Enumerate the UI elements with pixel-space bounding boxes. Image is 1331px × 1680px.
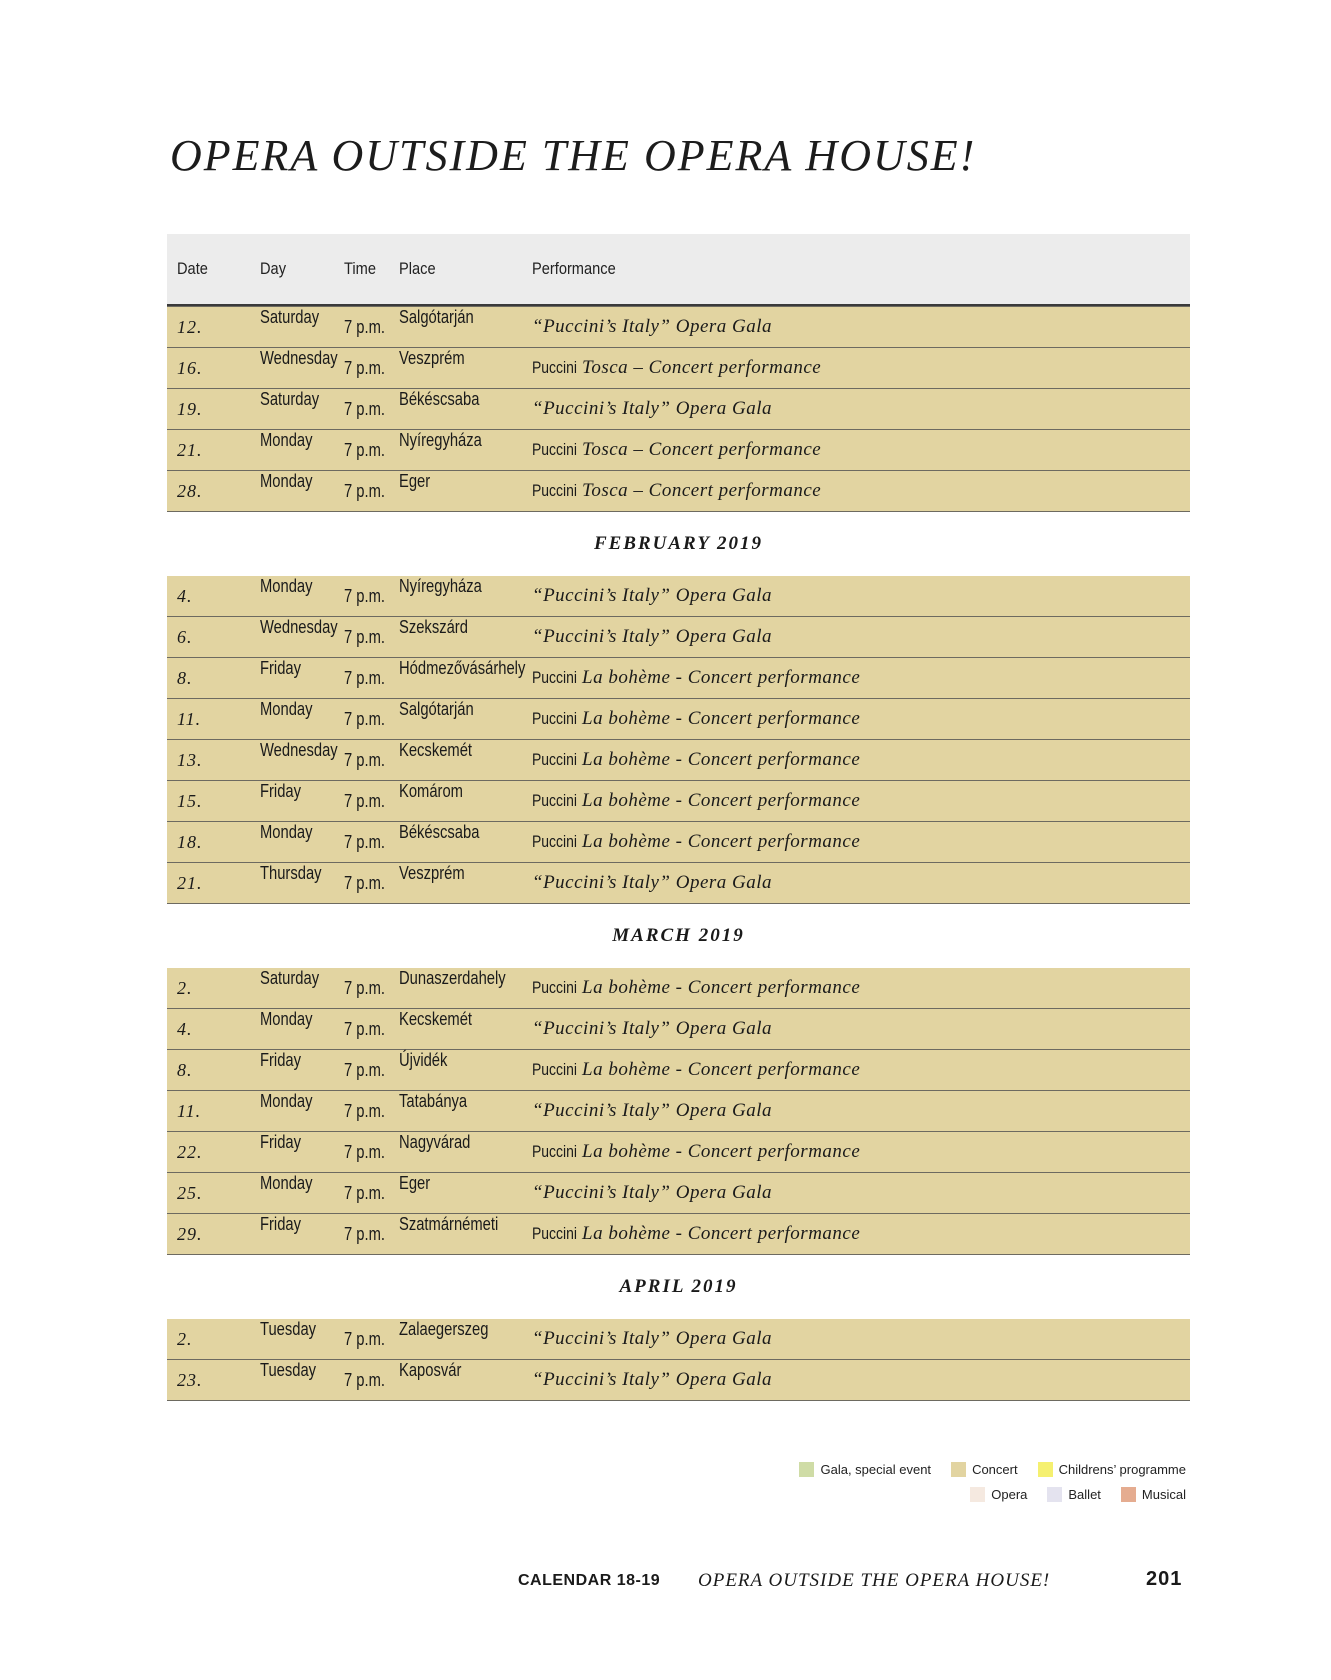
legend [766,1462,1186,1512]
row-day: Monday [260,430,313,450]
row-time-text: 7 p.m. [344,626,386,647]
table-row [167,1214,1190,1255]
row-day: Tuesday [260,1319,317,1339]
row-place: Tatabánya [399,1091,468,1111]
row-time-text: 7 p.m. [344,977,386,998]
header-performance: Performance [532,259,616,278]
row-day: Thursday [260,863,322,883]
row-performance-title: La bohème - Concert performance [582,1059,861,1080]
row-date: 11. [177,708,202,729]
row-time-text: 7 p.m. [344,1328,386,1349]
table-row [167,430,1190,471]
legend-swatch [951,1462,966,1477]
row-place: Kecskemét [399,740,473,760]
row-day: Saturday [260,389,320,409]
row-day: Wednesday [260,348,338,368]
row-time-text: 7 p.m. [344,667,386,688]
table-row [167,471,1190,512]
legend-label: Opera [991,1487,1028,1502]
row-time [344,699,394,739]
row-date: 29. [177,1223,203,1244]
row-place: Zalaegerszeg [399,1319,489,1339]
table-row [167,968,1190,1009]
table-row [167,306,1190,348]
row-time-text: 7 p.m. [344,708,386,729]
row-time [344,1009,394,1049]
row-date: 2. [177,977,193,998]
row-performance [532,389,772,429]
row-place: Újvidék [399,1050,448,1070]
row-performance [532,1091,772,1131]
row-date: 21. [177,439,203,460]
row-time [344,1132,394,1172]
row-time-text: 7 p.m. [344,480,386,501]
legend-swatch [1038,1462,1053,1477]
table-row [167,740,1190,781]
row-time-text: 7 p.m. [344,357,386,378]
row-performance [532,968,860,1008]
row-day: Monday [260,822,313,842]
row-place: Eger [399,471,431,491]
row-place: Kecskemét [399,1009,473,1029]
legend-label: Ballet [1068,1487,1101,1502]
legend-label: Concert [972,1462,1018,1477]
row-date: 4. [177,585,193,606]
row-performance [532,658,860,698]
row-time-text: 7 p.m. [344,1059,386,1080]
row-performance [532,576,772,616]
table-row [167,389,1190,430]
month-heading: FEBRUARY 2019 [593,533,764,554]
row-day: Friday [260,1214,302,1234]
row-performance-title: Tosca – Concert performance [582,439,822,460]
row-place: Salgótarján [399,307,474,327]
legend-swatch [799,1462,814,1477]
row-day: Monday [260,1173,313,1193]
row-date: 21. [177,872,203,893]
row-date: 18. [177,831,203,852]
row-place: Nyíregyháza [399,430,482,450]
row-time [344,1050,394,1090]
schedule-table [167,234,1190,1401]
row-place: Kaposvár [399,1360,462,1380]
row-time-text: 7 p.m. [344,749,386,770]
row-performance-title: La bohème - Concert performance [582,977,861,998]
row-performance [532,822,860,862]
table-row [167,658,1190,699]
row-day: Monday [260,576,313,596]
row-performance [532,740,860,780]
row-time [344,1173,394,1213]
row-time [344,1360,394,1400]
table-row [167,781,1190,822]
header-day: Day [260,259,287,278]
row-date: 16. [177,357,203,378]
row-time [344,968,394,1008]
row-composer: Puccini [532,1060,577,1079]
header-time: Time [344,259,376,278]
row-time [344,430,394,470]
row-day: Saturday [260,307,320,327]
row-day: Friday [260,1132,302,1152]
row-performance [532,348,821,388]
row-performance [532,307,772,347]
page-footer [0,1568,1331,1598]
page-title: OPERA OUTSIDE THE OPERA HOUSE! [170,131,977,180]
row-day: Monday [260,471,313,491]
row-performance-title: La bohème - Concert performance [582,1223,861,1244]
row-time [344,389,394,429]
row-date: 22. [177,1141,203,1162]
row-performance-title: La bohème - Concert performance [582,1141,861,1162]
row-date: 11. [177,1100,202,1121]
table-row [167,348,1190,389]
header-date: Date [177,259,208,278]
table-row [167,1360,1190,1401]
legend-swatch [1121,1487,1136,1502]
row-place: Békéscsaba [399,822,480,842]
row-time [344,740,394,780]
row-performance-title: La bohème - Concert performance [582,708,861,729]
row-performance [532,617,772,657]
row-performance [532,1360,772,1400]
row-composer: Puccini [532,440,577,459]
row-performance [532,1319,772,1359]
table-row [167,576,1190,617]
row-performance [532,430,821,470]
row-composer: Puccini [532,1142,577,1161]
row-place: Veszprém [399,348,465,368]
row-date: 2. [177,1328,193,1349]
row-date: 13. [177,749,203,770]
row-performance-title: “Puccini’s Italy” Opera Gala [532,316,773,337]
table-row [167,1050,1190,1091]
table-row [167,863,1190,904]
row-performance [532,471,821,511]
legend-item [1121,1487,1186,1502]
row-performance [532,699,860,739]
month-block [167,306,1190,512]
row-performance [532,1009,772,1049]
table-row [167,1009,1190,1050]
row-composer: Puccini [532,358,577,377]
row-time-text: 7 p.m. [344,585,386,606]
row-time-text: 7 p.m. [344,1100,386,1121]
row-place: Salgótarján [399,699,474,719]
row-time [344,1214,394,1254]
legend-item [970,1487,1027,1502]
row-performance-title: “Puccini’s Italy” Opera Gala [532,1182,773,1203]
row-date: 12. [177,316,203,337]
row-place: Szekszárd [399,617,468,637]
row-performance [532,1214,860,1254]
table-row [167,1132,1190,1173]
table-row [167,822,1190,863]
page-number: 201 [1146,1568,1183,1590]
row-performance-title: La bohème - Concert performance [582,790,861,811]
row-day: Monday [260,1009,313,1029]
row-performance-title: “Puccini’s Italy” Opera Gala [532,1328,773,1349]
row-day: Monday [260,699,313,719]
row-performance [532,863,772,903]
row-composer: Puccini [532,668,577,687]
row-date: 8. [177,667,193,688]
row-time [344,471,394,511]
row-date: 4. [177,1018,193,1039]
row-place: Hódmezővásárhely [399,658,526,678]
month-block [167,1255,1190,1401]
row-performance-title: “Puccini’s Italy” Opera Gala [532,398,773,419]
legend-item [799,1462,931,1477]
header-place: Place [399,259,436,278]
legend-swatch [970,1487,985,1502]
table-row [167,1173,1190,1214]
row-composer: Puccini [532,750,577,769]
row-performance [532,1173,772,1213]
row-time [344,1091,394,1131]
row-date: 15. [177,790,203,811]
row-performance [532,1132,860,1172]
footer-calendar: CALENDAR 18-19 [518,1572,661,1589]
row-performance [532,781,860,821]
legend-label: Musical [1141,1487,1186,1502]
row-place: Szatmárnémeti [399,1214,499,1234]
month-block [167,512,1190,904]
row-performance-title: “Puccini’s Italy” Opera Gala [532,626,773,647]
legend-label: Childrens’ programme [1058,1462,1186,1477]
row-date: 19. [177,398,203,419]
row-composer: Puccini [532,1224,577,1243]
row-day: Wednesday [260,617,338,637]
row-day: Wednesday [260,740,338,760]
row-performance-title: “Puccini’s Italy” Opera Gala [532,872,773,893]
row-performance-title: La bohème - Concert performance [582,749,861,770]
row-time [344,822,394,862]
row-time-text: 7 p.m. [344,790,386,811]
row-composer: Puccini [532,978,577,997]
row-place: Veszprém [399,863,465,883]
row-performance [532,1050,860,1090]
table-row [167,617,1190,658]
row-time [344,576,394,616]
row-place: Komárom [399,781,463,801]
row-performance-title: La bohème - Concert performance [582,831,861,852]
row-date: 8. [177,1059,193,1080]
legend-item [951,1462,1018,1477]
row-time [344,658,394,698]
row-time-text: 7 p.m. [344,831,386,852]
footer-title: OPERA OUTSIDE THE OPERA HOUSE! [698,1570,1051,1591]
row-place: Békéscsaba [399,389,480,409]
month-heading: MARCH 2019 [612,925,745,946]
row-performance-title: “Puccini’s Italy” Opera Gala [532,585,773,606]
row-time-text: 7 p.m. [344,1141,386,1162]
table-header [167,234,1190,306]
legend-row [766,1462,1186,1477]
row-performance-title: “Puccini’s Italy” Opera Gala [532,1369,773,1390]
legend-swatch [1047,1487,1062,1502]
row-place: Eger [399,1173,431,1193]
row-composer: Puccini [532,709,577,728]
row-day: Monday [260,1091,313,1111]
row-place: Nyíregyháza [399,576,482,596]
legend-label: Gala, special event [820,1462,932,1477]
row-date: 6. [177,626,193,647]
row-time-text: 7 p.m. [344,439,386,460]
legend-item [1047,1487,1101,1502]
legend-row [766,1487,1186,1502]
month-heading: APRIL 2019 [619,1276,738,1297]
row-composer: Puccini [532,791,577,810]
row-day: Tuesday [260,1360,317,1380]
row-time-text: 7 p.m. [344,1369,386,1390]
row-performance-title: “Puccini’s Italy” Opera Gala [532,1018,773,1039]
table-row [167,1091,1190,1132]
row-day: Friday [260,781,302,801]
row-date: 28. [177,480,203,501]
row-time [344,617,394,657]
row-place: Dunaszerdahely [399,968,506,988]
row-time-text: 7 p.m. [344,1018,386,1039]
row-time [344,348,394,388]
row-place: Nagyvárad [399,1132,471,1152]
row-day: Friday [260,658,302,678]
row-performance-title: Tosca – Concert performance [582,357,822,378]
row-time [344,307,394,347]
row-date: 23. [177,1369,203,1390]
row-time-text: 7 p.m. [344,1223,386,1244]
table-row [167,699,1190,740]
row-day: Saturday [260,968,320,988]
row-time [344,781,394,821]
row-time-text: 7 p.m. [344,316,386,337]
row-performance-title: La bohème - Concert performance [582,667,861,688]
row-time-text: 7 p.m. [344,1182,386,1203]
row-day: Friday [260,1050,302,1070]
row-date: 25. [177,1182,203,1203]
row-composer: Puccini [532,832,577,851]
row-time [344,863,394,903]
row-time-text: 7 p.m. [344,872,386,893]
months-container [167,306,1190,1401]
row-time-text: 7 p.m. [344,398,386,419]
table-row [167,1319,1190,1360]
row-performance-title: “Puccini’s Italy” Opera Gala [532,1100,773,1121]
row-time [344,1319,394,1359]
month-block [167,904,1190,1255]
row-performance-title: Tosca – Concert performance [582,480,822,501]
legend-item [1038,1462,1186,1477]
row-composer: Puccini [532,481,577,500]
